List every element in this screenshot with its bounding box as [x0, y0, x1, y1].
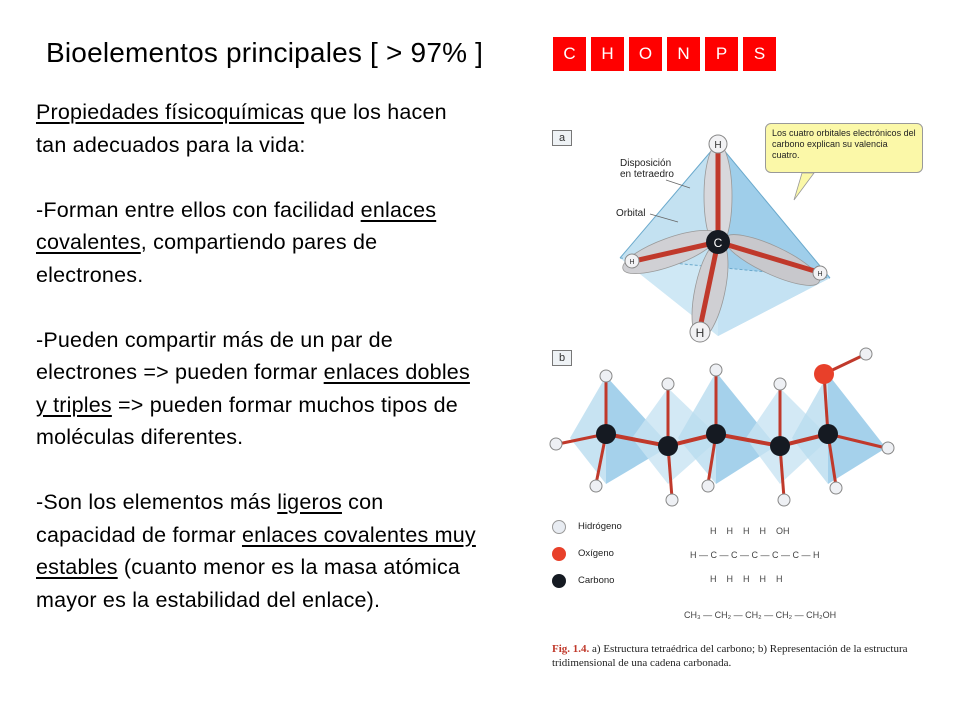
element-badge-h: H — [591, 37, 624, 71]
body-text — [36, 96, 476, 616]
hydrogen-atom-label-bottom: H — [695, 326, 705, 340]
slide-title: Bioelementos principales [ > 97% ] — [46, 37, 484, 68]
hydrogen-atom-label-right: H — [817, 271, 823, 278]
p3-underlined-2: enlaces covalentes muy estables — [36, 522, 476, 579]
panel-b-tag: b — [552, 350, 572, 366]
p1-underlined: enlaces covalentes — [36, 197, 437, 254]
legend-item-oxygen — [552, 540, 622, 567]
element-badge-o: O — [629, 37, 662, 71]
p3-start: -Son los elementos más — [36, 490, 278, 514]
p2-end: => pueden formar muchos tipos de moléculas diferentes. — [36, 392, 458, 449]
legend-label-hydrogen: Hidrógeno — [578, 521, 622, 532]
p3-mid: con capacidad de formar — [36, 490, 384, 547]
hydrogen-atom-label-top: H — [714, 140, 722, 151]
formula-top-row: H H H H OH — [710, 526, 790, 536]
figure-caption-text: a) Estructura tetraédrica del carbono; b) Representación de la estructura tridimensional de una cadena carbonada. — [552, 643, 908, 669]
p1-end: , compartiendo pares de electrones. — [36, 230, 378, 287]
orbitals-callout: Los cuatro orbitales electrónicos del carbono explican su valencia cuatro. — [765, 123, 923, 173]
intro-paragraph — [36, 96, 476, 161]
element-badge-s: S — [743, 37, 776, 71]
formula-middle-row: H — C — C — C — C — C — H — [690, 550, 820, 560]
paragraph-light-elements — [36, 486, 476, 616]
element-badge-c: C — [553, 37, 586, 71]
p3-underlined-1: ligeros — [277, 490, 342, 514]
panel-a-tag: a — [552, 130, 572, 146]
carbon-dot-icon — [552, 574, 566, 588]
oxygen-dot-icon — [552, 547, 566, 561]
formula-bottom-row: H H H H H — [710, 574, 783, 584]
intro-rest: que los hacen tan adecuados para la vida: — [36, 100, 447, 157]
figure-caption — [552, 642, 912, 670]
carbon-atom-label: C — [713, 236, 723, 250]
p2-underlined: enlaces dobles y triples — [36, 360, 470, 417]
p1-start: -Forman entre ellos con facilidad — [36, 197, 361, 222]
condensed-formula: CH₃ — CH₂ — CH₂ — CH₂ — CH₂OH — [684, 610, 837, 620]
p3-end: (cuanto menor es la masa atómica mayor es la estabilidad del enlace). — [36, 555, 461, 612]
hydrogen-dot-icon — [552, 520, 566, 534]
element-badges — [553, 37, 776, 71]
element-badge-p: P — [705, 37, 738, 71]
carbon-chain-panel — [550, 348, 894, 506]
legend-item-hydrogen — [552, 513, 622, 540]
intro-underlined: Propiedades físicoquímicas — [36, 100, 305, 124]
p2-start: -Pueden compartir más de un par de electrones => pueden formar — [36, 327, 393, 384]
atom-legend — [552, 513, 622, 594]
tetrahedron-label: Disposición en tetraedro — [620, 158, 674, 180]
legend-item-carbon — [552, 567, 622, 594]
paragraph-covalent — [36, 194, 476, 292]
carbon-structure-figure — [540, 118, 940, 688]
hydrogen-atom-label-left: H — [629, 259, 635, 266]
legend-label-oxygen: Oxígeno — [578, 548, 614, 559]
paragraph-multiple-bonds — [36, 324, 476, 454]
element-badge-n: N — [667, 37, 700, 71]
figure-number: Fig. 1.4. — [552, 643, 590, 655]
orbital-label: Orbital — [616, 208, 646, 219]
legend-label-carbon: Carbono — [578, 575, 615, 586]
